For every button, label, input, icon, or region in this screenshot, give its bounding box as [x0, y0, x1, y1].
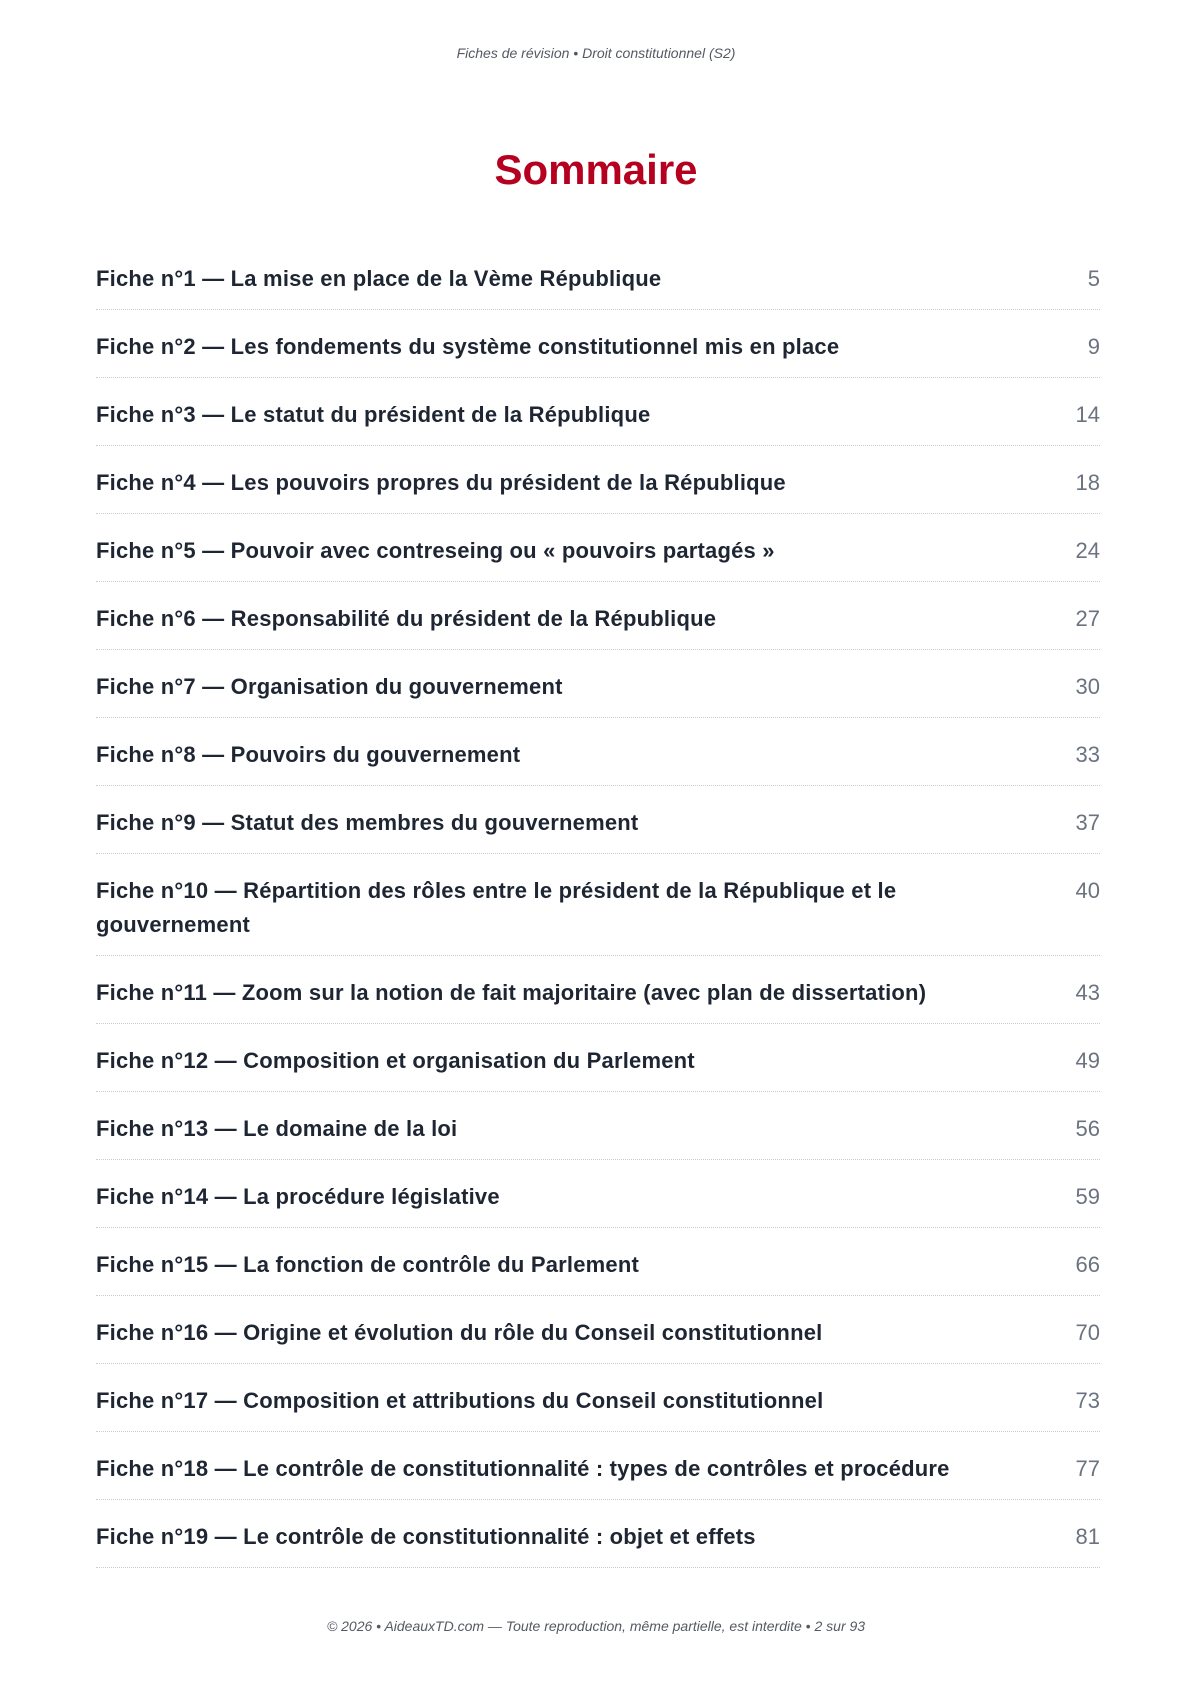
toc-entry-page: 18: [1075, 470, 1100, 495]
toc-entry[interactable]: [96, 1432, 1100, 1500]
toc-entry-title: Fiche n°4 — Les pouvoirs propres du président de la République: [96, 470, 786, 495]
toc-entry-page: 37: [1075, 810, 1100, 835]
toc-entry-page: 56: [1075, 1116, 1100, 1141]
toc-entry-title: Fiche n°11 — Zoom sur la notion de fait majoritaire (avec plan de dissertation): [96, 980, 927, 1005]
toc-entry-title: Fiche n°12 — Composition et organisation du Parlement: [96, 1048, 695, 1073]
toc-entry-page: 30: [1075, 674, 1100, 699]
toc-entry-title: Fiche n°17 — Composition et attributions du Conseil constitutionnel: [96, 1388, 824, 1413]
toc-entry[interactable]: [96, 514, 1100, 582]
toc-entry-page: 33: [1075, 742, 1100, 767]
toc-entry[interactable]: [96, 242, 1100, 310]
toc-entry[interactable]: [96, 1024, 1100, 1092]
toc-entry[interactable]: [96, 956, 1100, 1024]
toc-entry[interactable]: [96, 1092, 1100, 1160]
toc-entry-page: 14: [1075, 402, 1100, 427]
toc-entry[interactable]: [96, 1228, 1100, 1296]
toc-entry-page: 40: [1075, 878, 1100, 903]
toc-entry-page: 24: [1075, 538, 1100, 563]
toc-entry-page: 77: [1075, 1456, 1100, 1481]
toc-entry-page: 73: [1075, 1388, 1100, 1413]
toc-entry[interactable]: [96, 378, 1100, 446]
toc-entry-title: Fiche n°10 — Répartition des rôles entre le président de la République et le gouvernement: [96, 878, 897, 937]
toc-entry[interactable]: [96, 1500, 1100, 1568]
toc-entry-page: 49: [1075, 1048, 1100, 1073]
toc-entry[interactable]: [96, 786, 1100, 854]
toc-entry-title: Fiche n°19 — Le contrôle de constitutionnalité : objet et effets: [96, 1524, 756, 1549]
toc-entry[interactable]: [96, 1296, 1100, 1364]
toc-entry[interactable]: [96, 718, 1100, 786]
toc-entry[interactable]: [96, 650, 1100, 718]
toc-entry-title: Fiche n°6 — Responsabilité du président de la République: [96, 606, 717, 631]
toc-entry-title: Fiche n°5 — Pouvoir avec contreseing ou « pouvoirs partagés »: [96, 538, 775, 563]
toc-entry-title: Fiche n°2 — Les fondements du système constitutionnel mis en place: [96, 334, 840, 359]
toc-entry-title: Fiche n°18 — Le contrôle de constitutionnalité : types de contrôles et procédure: [96, 1456, 950, 1481]
toc-entry-title: Fiche n°7 — Organisation du gouvernement: [96, 674, 563, 699]
toc-entry-page: 66: [1075, 1252, 1100, 1277]
toc-entry[interactable]: [96, 1160, 1100, 1228]
running-footer: © 2026 • AideauxTD.com — Toute reproduction, même partielle, est interdite • 2 sur 93: [326, 1618, 866, 1634]
table-of-contents: [96, 242, 1100, 1568]
toc-entry-page: 70: [1075, 1320, 1100, 1345]
toc-entry[interactable]: [96, 1364, 1100, 1432]
toc-entry-page: 27: [1075, 606, 1100, 631]
toc-entry-title: Fiche n°16 — Origine et évolution du rôle du Conseil constitutionnel: [96, 1320, 823, 1345]
toc-entry-title: Fiche n°15 — La fonction de contrôle du Parlement: [96, 1252, 640, 1277]
toc-entry-page: 43: [1075, 980, 1100, 1005]
toc-entry-title: Fiche n°14 — La procédure législative: [96, 1184, 500, 1209]
running-header: Fiches de révision • Droit constitutionnel (S2): [456, 45, 736, 61]
toc-entry-page: 5: [1087, 266, 1100, 291]
toc-entry-title: Fiche n°1 — La mise en place de la Vème République: [96, 266, 662, 291]
toc-entry-page: 9: [1087, 334, 1100, 359]
toc-entry[interactable]: [96, 310, 1100, 378]
toc-entry[interactable]: [96, 582, 1100, 650]
toc-entry-title: Fiche n°13 — Le domaine de la loi: [96, 1116, 458, 1141]
toc-entry-title: Fiche n°9 — Statut des membres du gouvernement: [96, 810, 639, 835]
page-title: Sommaire: [494, 146, 698, 193]
toc-entry-page: 81: [1075, 1524, 1100, 1549]
toc-entry[interactable]: [96, 446, 1100, 514]
toc-entry-title: Fiche n°8 — Pouvoirs du gouvernement: [96, 742, 521, 767]
toc-entry-page: 59: [1075, 1184, 1100, 1209]
toc-entry-title: Fiche n°3 — Le statut du président de la République: [96, 402, 651, 427]
toc-entry[interactable]: [96, 854, 1100, 956]
